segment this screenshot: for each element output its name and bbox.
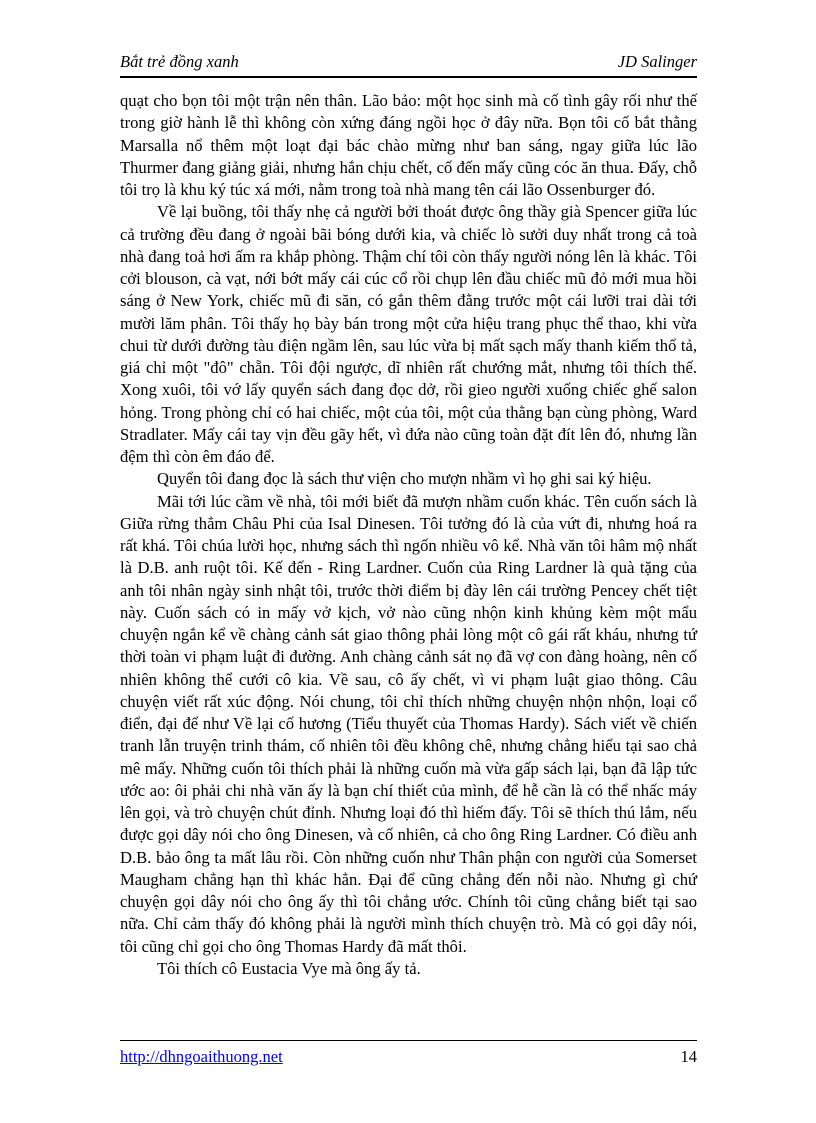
paragraph: Về lại buồng, tôi thấy nhẹ cả người bởi thoát được ông thầy già Spencer giữa lúc cả trường đều đang ở ngoài bãi bóng dưới kia, và chiếc lò sưởi duy nhất trong cả toà nhà đang toả hơi ấm ra khắp phòng. Thậm chí tôi còn thấy người nóng lên là khác. Tôi cởi blouson, cà vạt, nới bớt mấy cái cúc cổ rồi chụp lên đầu chiếc mũ đỏ mới mua hồi sáng ở New York, chiếc mũ đi săn, có gắn thêm đằng trước một cái lưỡi trai dài tới mười lăm phân. Tôi thấy họ bày bán trong một cửa hiệu trang phục thể thao, khi vừa chui từ dưới đường tàu điện ngầm lên, sau lúc vừa bị mất sạch mấy thanh kiếm thổ tả, giá chỉ một "đô" chẵn. Tôi đội ngược, dĩ nhiên rất chướng mắt, nhưng tôi thích thế. Xong xuôi, tôi vớ lấy quyển sách đang đọc dở, rồi gieo người xuống chiếc ghế salon hỏng. Trong phòng chỉ có hai chiếc, một của tôi, một của thằng bạn cùng phòng, Ward Stradlater. Mấy cái tay vịn đều gãy hết, vì đứa nào cũng toàn đặt đít lên đó, nhưng lần đệm thì còn êm đáo để. (120, 202, 697, 466)
paragraph: Mãi tới lúc cầm về nhà, tôi mới biết đã mượn nhầm cuốn khác. Tên cuốn sách là Giữa rừng thẳm Châu Phi của Isal Dinesen. Tôi tưởng đó là của vứt đi, nhưng hoá ra rất khá. Tôi chúa lười học, nhưng sách thì ngốn nhiều vô kể. Nhà văn tôi hâm mộ nhất là D.B. anh ruột tôi. Kế đến - Ring Lardner. Cuốn của Ring Lardner là quà tặng của anh tôi nhân ngày sinh nhật tôi, trước thời điểm bị đày lên cái trường Pencey chết tiệt này. Cuốn sách có in mấy vở kịch, vở nào cũng nhộn kinh khủng kèm một mẩu chuyện ngắn kể về chàng cảnh sát giao thông phải lòng một cô gái rất kháu, nhưng tứ thời toàn vi phạm luật đi đường. Anh chàng cảnh sát nọ đã vợ con đàng hoàng, nên cố nhiên không thể cưới cô kia. Về sau, cô ấy chết, vì vi phạm luật giao thông. Câu chuyện viết rất xúc động. Nói chung, tôi chỉ thích những chuyện nhộn nhộn, loại cổ điển, đại để như Về lại cố hương (Tiểu thuyết của Thomas Hardy). Sách viết về chiến tranh lẫn truyện trinh thám, cố nhiên tôi đều không chê, nhưng chẳng hiểu tại sao chả mê mấy. Những cuốn tôi thích phải là những cuốn mà vừa gấp sách lại, bạn đã lập tức ước ao: ôi phải chi nhà văn ấy là bạn chí thiết của mình, để hễ cần là có thể nhấc máy lên gọi, và trò chuyện chút đỉnh. Nhưng loại đó thì hiếm đấy. Tôi sẽ thích thú lắm, nếu được gọi dây nói cho ông Dinesen, và cố nhiên, cả cho ông Ring Lardner. Có điều anh D.B. bảo ông ta mất lâu rồi. Còn những cuốn như Thân phận con người của Somerset Maugham chẳng hạn thì khác hẳn. Đại để cũng chẳng đến nỗi nào. Nhưng gì chứ chuyện gọi dây nói cho ông ấy thì tôi chẳng ước. Chính tôi cũng chẳng biết tại sao nữa. Chỉ cảm thấy đó không phải là người mình thích chuyện trò. Mà có gọi dây nói, tôi cũng chỉ gọi cho ông Thomas Hardy đã mất thôi. (120, 491, 697, 956)
website-link[interactable]: http://dhngoaithuong.net (120, 1047, 283, 1066)
paragraph: Tôi thích cô Eustacia Vye mà ông ấy tả. (157, 958, 421, 978)
paragraph: Quyển tôi đang đọc là sách thư viện cho mượn nhầm vì họ ghi sai ký hiệu. (157, 469, 652, 489)
page-body (120, 90, 697, 980)
author-name: JD Salinger (617, 52, 697, 71)
page-footer (120, 1040, 697, 1072)
page-header (120, 50, 697, 78)
book-title: Bắt trẻ đồng xanh (120, 52, 239, 71)
page-number: 14 (680, 1047, 697, 1066)
paragraph: quạt cho bọn tôi một trận nên thân. Lão bảo: một học sinh mà cố tình gây rối như thế trong giờ hành lễ thì không còn xứng đáng ngồi học ở đây nữa. Bọn tôi cố bắt thằng Marsalla nổ thêm một loạt đại bác chào mừng như ban sáng, ngay giữa lúc lão Thurmer đang giảng giải, nhưng hắn chịu chết, cố đến mấy cũng cóc ăn thua. Đấy, chỗ tôi trọ là khu ký túc xá mới, nằm trong toà nhà mang tên cái lão Ossenburger đó. (120, 91, 697, 199)
